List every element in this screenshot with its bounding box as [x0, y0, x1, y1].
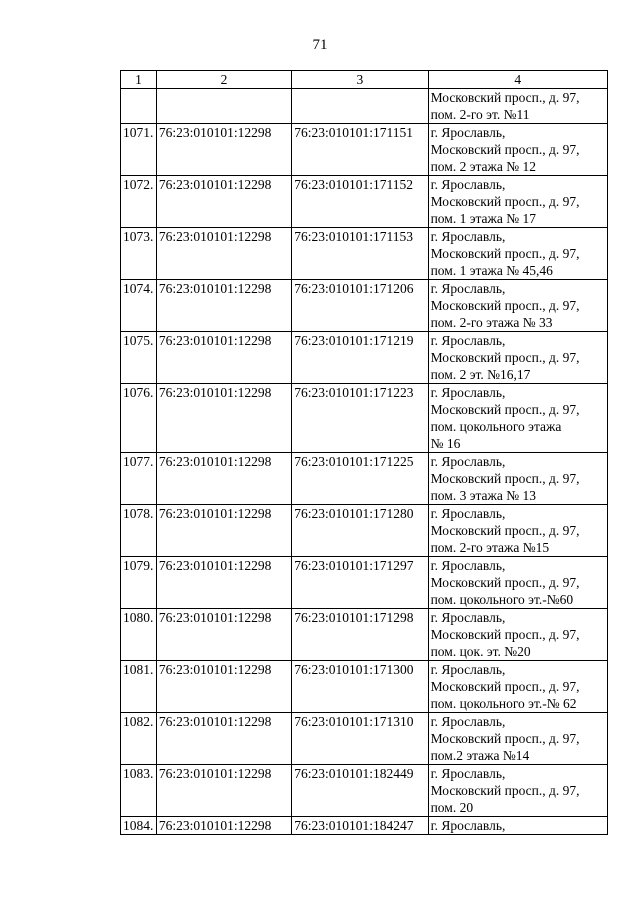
row-number-cell: 1072. [121, 176, 157, 228]
cadastral-number-cell: 76:23:010101:12298 [156, 557, 291, 609]
row-number-cell: 1080. [121, 609, 157, 661]
address-cell [428, 384, 607, 453]
address-cell [428, 765, 607, 817]
address-cell [428, 176, 607, 228]
row-number-cell: 1081. [121, 661, 157, 713]
row-number-cell: 1077. [121, 453, 157, 505]
header-row [121, 71, 608, 89]
address-cell [428, 124, 607, 176]
table-row [121, 228, 608, 280]
cadastral-number-cell: 76:23:010101:12298 [156, 661, 291, 713]
cadastral-number-cell: 76:23:010101:12298 [156, 124, 291, 176]
address-line: пом. цокольного этажа [430, 419, 562, 434]
table-row [121, 453, 608, 505]
address-cell [428, 505, 607, 557]
address-line: г. Ярославль, [430, 818, 506, 833]
header-col-4: 4 [428, 71, 607, 89]
object-cadastral-number-cell: 76:23:010101:171300 [292, 661, 428, 713]
row-number-cell: 1074. [121, 280, 157, 332]
address-line: Московский просп., д. 97, [430, 142, 580, 157]
address-line: пом. 3 этажа № 13 [430, 488, 536, 503]
row-number-cell: 1083. [121, 765, 157, 817]
page-number: 71 [312, 37, 328, 53]
address-cell [428, 332, 607, 384]
address-line: Московский просп., д. 97, [430, 90, 580, 105]
row-number-cell: 1075. [121, 332, 157, 384]
address-cell [428, 453, 607, 505]
address-line: пом. цокольного эт.-№60 [430, 592, 574, 607]
address-line: Московский просп., д. 97, [430, 679, 580, 694]
address-line: пом. 1 этажа № 45,46 [430, 263, 553, 278]
object-cadastral-number-cell: 76:23:010101:184247 [292, 817, 428, 835]
address-line: г. Ярославль, [430, 177, 506, 192]
address-line: пом.2 этажа №14 [430, 748, 530, 763]
address-line: г. Ярославль, [430, 385, 506, 400]
row-number-cell: 1071. [121, 124, 157, 176]
row-number-cell [121, 89, 157, 124]
cadastral-number-cell: 76:23:010101:12298 [156, 817, 291, 835]
object-cadastral-number-cell: 76:23:010101:171223 [292, 384, 428, 453]
object-cadastral-number-cell: 76:23:010101:171310 [292, 713, 428, 765]
address-line: Московский просп., д. 97, [430, 402, 580, 417]
address-line: пом. 2 этажа № 12 [430, 159, 536, 174]
address-line: пом. цок. эт. №20 [430, 644, 531, 659]
table-row [121, 817, 608, 835]
address-cell [428, 280, 607, 332]
address-line: Московский просп., д. 97, [430, 298, 580, 313]
address-line: пом. 1 этажа № 17 [430, 211, 536, 226]
address-line: Московский просп., д. 97, [430, 731, 580, 746]
table-row [121, 557, 608, 609]
object-cadastral-number-cell: 76:23:010101:171152 [292, 176, 428, 228]
address-line: г. Ярославль, [430, 281, 506, 296]
table-row [121, 661, 608, 713]
cadastral-number-cell: 76:23:010101:12298 [156, 765, 291, 817]
cadastral-number-cell: 76:23:010101:12298 [156, 176, 291, 228]
address-line: пом. 2-го эт. №11 [430, 107, 530, 122]
table-row [121, 176, 608, 228]
address-cell [428, 609, 607, 661]
table-row [121, 713, 608, 765]
object-cadastral-number-cell: 76:23:010101:171297 [292, 557, 428, 609]
cadastral-number-cell: 76:23:010101:12298 [156, 332, 291, 384]
cadastral-number-cell: 76:23:010101:12298 [156, 384, 291, 453]
cadastral-number-cell [156, 89, 291, 124]
object-cadastral-number-cell: 76:23:010101:171151 [292, 124, 428, 176]
table-row [121, 765, 608, 817]
address-line: пом. 2 эт. №16,17 [430, 367, 531, 382]
cadastral-number-cell: 76:23:010101:12298 [156, 280, 291, 332]
table-row [121, 280, 608, 332]
object-cadastral-number-cell: 76:23:010101:171153 [292, 228, 428, 280]
address-line: г. Ярославль, [430, 662, 506, 677]
table-body [121, 89, 608, 835]
object-cadastral-number-cell: 76:23:010101:171206 [292, 280, 428, 332]
address-line: Московский просп., д. 97, [430, 627, 580, 642]
address-line: Московский просп., д. 97, [430, 194, 580, 209]
address-line: Московский просп., д. 97, [430, 350, 580, 365]
object-cadastral-number-cell: 76:23:010101:171280 [292, 505, 428, 557]
object-cadastral-number-cell [292, 89, 428, 124]
object-cadastral-number-cell: 76:23:010101:171225 [292, 453, 428, 505]
header-col-1: 1 [121, 71, 157, 89]
address-line: г. Ярославль, [430, 714, 506, 729]
address-cell [428, 661, 607, 713]
row-number-cell: 1079. [121, 557, 157, 609]
address-line: пом. 2-го этажа №15 [430, 540, 550, 555]
cadastral-number-cell: 76:23:010101:12298 [156, 609, 291, 661]
address-line: г. Ярославль, [430, 506, 506, 521]
address-line: г. Ярославль, [430, 125, 506, 140]
address-line: Московский просп., д. 97, [430, 575, 580, 590]
address-line: г. Ярославль, [430, 610, 506, 625]
table-row [121, 505, 608, 557]
address-line: пом. цокольного эт.-№ 62 [430, 696, 577, 711]
registry-table [120, 70, 608, 835]
table-row [121, 384, 608, 453]
address-line: пом. 2-го этажа № 33 [430, 315, 553, 330]
table-row [121, 609, 608, 661]
cadastral-number-cell: 76:23:010101:12298 [156, 453, 291, 505]
address-line: г. Ярославль, [430, 766, 506, 781]
address-cell [428, 557, 607, 609]
row-number-cell: 1078. [121, 505, 157, 557]
address-line: Московский просп., д. 97, [430, 471, 580, 486]
address-cell [428, 228, 607, 280]
address-line: № 16 [430, 436, 461, 451]
table-header [121, 71, 608, 89]
address-cell [428, 713, 607, 765]
object-cadastral-number-cell: 76:23:010101:171298 [292, 609, 428, 661]
table-row [121, 332, 608, 384]
address-line: г. Ярославль, [430, 454, 506, 469]
address-line: Московский просп., д. 97, [430, 523, 580, 538]
cadastral-number-cell: 76:23:010101:12298 [156, 228, 291, 280]
row-number-cell: 1076. [121, 384, 157, 453]
address-line: пом. 20 [430, 800, 474, 815]
address-cell [428, 89, 607, 124]
table-row [121, 124, 608, 176]
address-line: г. Ярославль, [430, 333, 506, 348]
object-cadastral-number-cell: 76:23:010101:182449 [292, 765, 428, 817]
row-number-cell: 1084. [121, 817, 157, 835]
address-cell [428, 817, 607, 835]
header-col-3: 3 [292, 71, 428, 89]
cadastral-number-cell: 76:23:010101:12298 [156, 713, 291, 765]
address-line: Московский просп., д. 97, [430, 783, 580, 798]
row-number-cell: 1073. [121, 228, 157, 280]
address-line: Московский просп., д. 97, [430, 246, 580, 261]
address-line: г. Ярославль, [430, 558, 506, 573]
header-col-2: 2 [156, 71, 291, 89]
address-line: г. Ярославль, [430, 229, 506, 244]
cadastral-number-cell: 76:23:010101:12298 [156, 505, 291, 557]
table-row [121, 89, 608, 124]
object-cadastral-number-cell: 76:23:010101:171219 [292, 332, 428, 384]
row-number-cell: 1082. [121, 713, 157, 765]
